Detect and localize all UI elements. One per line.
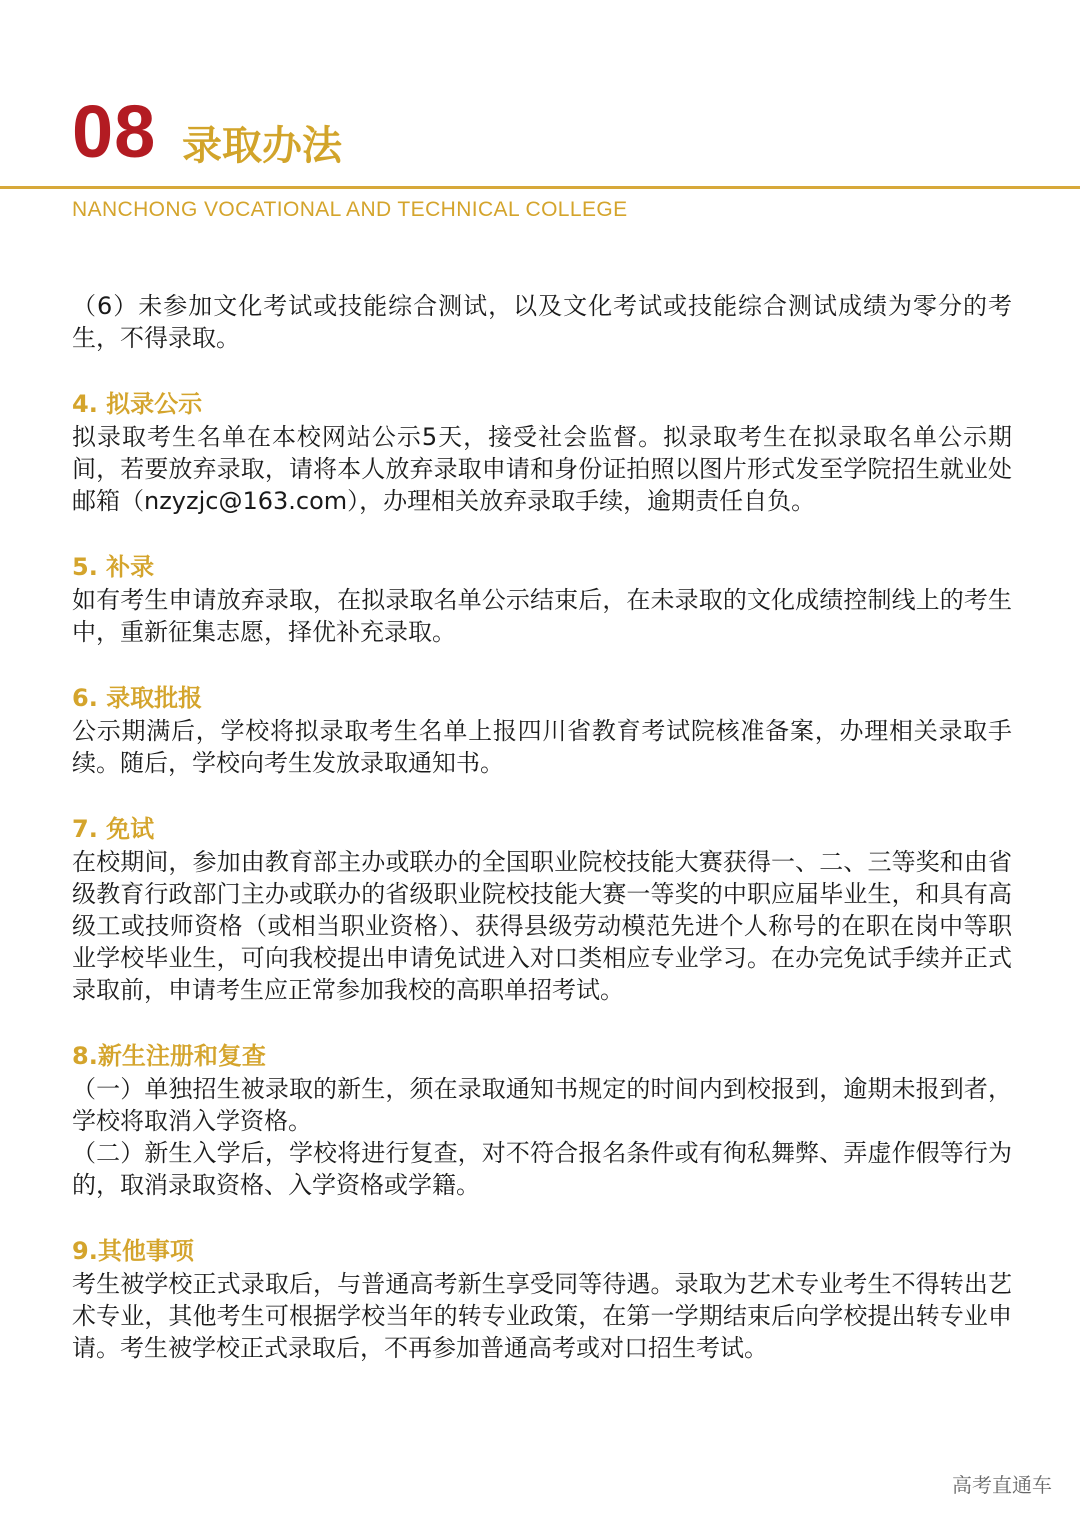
section-8-paragraph-2: （二）新生入学后，学校将进行复查，对不符合报名条件或有徇私舞弊、弄虚作假等行为的，取消录取资格、入学资格或学籍。 — [72, 1139, 1012, 1199]
intro-paragraph: （6）未参加文化考试或技能综合测试，以及文化考试或技能综合测试成绩为零分的考生，不得录取。 — [72, 292, 1012, 352]
college-name-english: NANCHONG VOCATIONAL AND TECHNICAL COLLEGE — [72, 198, 628, 221]
section-4-paragraph: 拟录取考生名单在本校网站公示5天，接受社会监督。拟录取考生在拟录取名单公示期间，若要放弃录取，请将本人放弃录取申请和身份证拍照以图片形式发至学院招生就业处邮箱（nzyzjc@163.com），办理相关放弃录取手续，逾期责任自负。 — [72, 423, 1012, 515]
section-6-block — [72, 681, 1012, 779]
intro-block — [72, 290, 1012, 354]
section-7-heading: 7. 免试 — [72, 815, 155, 843]
section-6-paragraph: 公示期满后，学校将拟录取考生名单上报四川省教育考试院核准备案，办理相关录取手续。随后，学校向考生发放录取通知书。 — [72, 717, 1012, 777]
section-8-block — [72, 1039, 1012, 1201]
page-header — [0, 0, 1080, 240]
section-5-paragraph: 如有考生申请放弃录取，在拟录取名单公示结束后，在未录取的文化成绩控制线上的考生中，重新征集志愿，择优补充录取。 — [72, 586, 1012, 646]
section-6-heading: 6. 录取批报 — [72, 684, 203, 712]
section-9-block — [72, 1234, 1012, 1364]
source-watermark: 高考直通车 — [952, 1473, 1052, 1497]
header-divider — [0, 186, 1080, 189]
section-7-paragraph: 在校期间，参加由教育部主办或联办的全国职业院校技能大赛获得一、二、三等奖和由省级教育行政部门主办或联办的省级职业院校技能大赛一等奖的中职应届毕业生，和具有高级工或技师资格（或相当职业资格）、获得县级劳动模范先进个人称号的在职在岗中等职业学校毕业生，可向我校提出申请免试进入对口类相应专业学习。在办完免试手续并正式录取前，申请考生应正常参加我校的高职单招考试。 — [72, 848, 1012, 1004]
section-9-paragraph: 考生被学校正式录取后，与普通高考新生享受同等待遇。录取为艺术专业考生不得转出艺术专业，其他考生可根据学校当年的转专业政策，在第一学期结束后向学校提出转专业申请。考生被学校正式录取后，不再参加普通高考或对口招生考试。 — [72, 1270, 1012, 1362]
section-7-block — [72, 812, 1012, 1006]
section-number: 08 — [72, 90, 157, 173]
section-title: 录取办法 — [182, 123, 342, 169]
page-content — [72, 290, 1012, 1397]
section-4-heading: 4. 拟录公示 — [72, 390, 203, 418]
section-9-heading: 9.其他事项 — [72, 1237, 194, 1265]
section-4-block — [72, 387, 1012, 517]
section-5-block — [72, 550, 1012, 648]
section-8-heading: 8.新生注册和复查 — [72, 1042, 266, 1070]
section-8-paragraph-1: （一）单独招生被录取的新生，须在录取通知书规定的时间内到校报到，逾期未报到者，学校将取消入学资格。 — [72, 1075, 1012, 1135]
section-5-heading: 5. 补录 — [72, 553, 155, 581]
